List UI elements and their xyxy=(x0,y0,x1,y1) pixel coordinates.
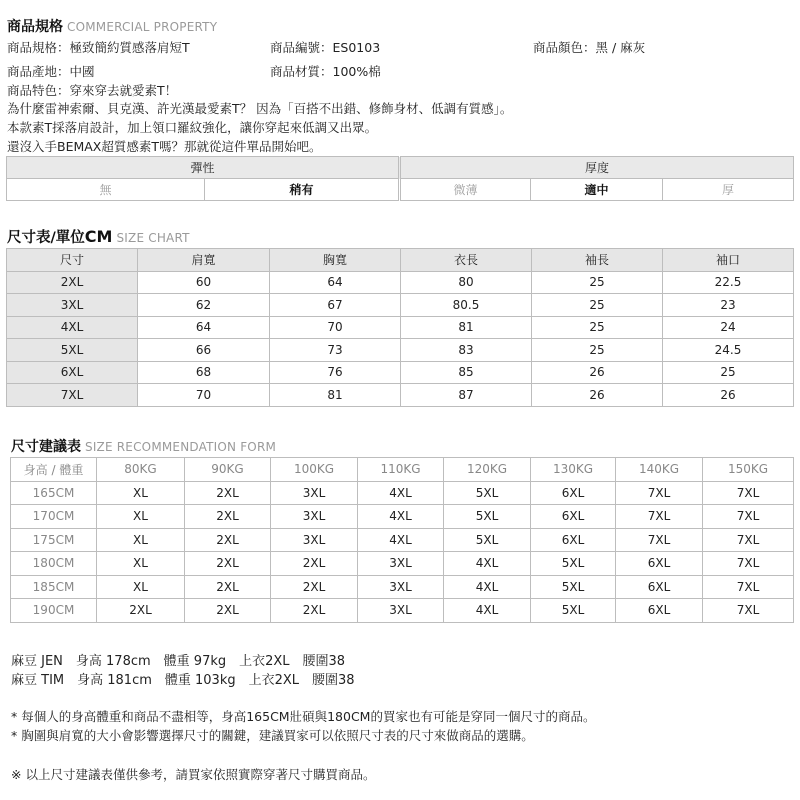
size-recommendation-row-label: 190CM xyxy=(11,599,97,623)
size-chart-row xyxy=(7,316,794,339)
size-chart-cell: 24.5 xyxy=(663,339,794,362)
size-note: * 胸圍與肩寬的大小會影響選擇尺寸的關鍵，建議買家可以依照尺寸表的尺寸來做商品的選購。 xyxy=(11,728,534,743)
size-recommendation-cell: XL xyxy=(97,505,185,529)
model-info: 麻豆 JEN 身高 178cm 體重 97kg 上衣2XL 腰圍38 xyxy=(11,654,346,669)
size-recommendation-row-label: 185CM xyxy=(11,575,97,599)
size-recommendation-cell: 2XL xyxy=(185,575,271,599)
size-chart-cell: 26 xyxy=(532,361,663,384)
size-recommendation-cell: 4XL xyxy=(444,575,531,599)
property-section-title xyxy=(7,16,217,36)
size-recommendation-cell: 6XL xyxy=(531,528,616,552)
size-chart-cell: 64 xyxy=(138,316,270,339)
product-spec: 商品規格：極致簡約質感落肩短T xyxy=(7,40,190,55)
size-chart-cell: 25 xyxy=(532,294,663,317)
size-recommendation-cell: 5XL xyxy=(531,599,616,623)
size-chart-row-label: 2XL xyxy=(7,271,138,294)
size-recommendation-cell: 3XL xyxy=(358,599,444,623)
attribute-value-row xyxy=(7,179,794,201)
property-title-en: COMMERCIAL PROPERTY xyxy=(67,20,218,34)
size-recommendation-column-header: 150KG xyxy=(703,458,794,482)
size-recommendation-cell: 6XL xyxy=(616,575,703,599)
size-recommendation-row xyxy=(11,552,794,576)
elasticity-label: 彈性 xyxy=(7,157,399,179)
size-recommendation-cell: 2XL xyxy=(271,552,358,576)
size-chart-row-label: 3XL xyxy=(7,294,138,317)
size-chart-cell: 25 xyxy=(532,271,663,294)
size-recommendation-cell: 4XL xyxy=(444,599,531,623)
size-recommendation-cell: 7XL xyxy=(616,528,703,552)
size-recommendation-cell: 7XL xyxy=(703,552,794,576)
size-recommendation-cell: 5XL xyxy=(444,505,531,529)
size-recommendation-cell: 7XL xyxy=(703,481,794,505)
size-recommendation-cell: 2XL xyxy=(271,599,358,623)
size-chart-cell: 25 xyxy=(663,361,794,384)
size-recommendation-cell: 2XL xyxy=(185,505,271,529)
attribute-header-row xyxy=(7,157,794,179)
feature-line: 本款素T採落肩設計，加上領口羅紋強化，讓你穿起來低調又出眾。 xyxy=(7,120,378,135)
size-chart-cell: 25 xyxy=(532,339,663,362)
size-chart-cell: 22.5 xyxy=(663,271,794,294)
size-chart-cell: 76 xyxy=(270,361,401,384)
feature-line: 還沒入手BEMAX超質感素T嗎？那就從這件單品開始吧。 xyxy=(7,139,322,154)
size-chart-column-header: 袖長 xyxy=(532,249,663,272)
size-recommendation-cell: 5XL xyxy=(444,481,531,505)
size-recommendation-cell: 7XL xyxy=(703,575,794,599)
feature-line: 為什麼雷神索爾、貝克漢、許光漢最愛素T？ 因為「百搭不出錯、修飾身材、低調有質感」。 xyxy=(7,101,513,116)
size-recommendation-cell: 5XL xyxy=(444,528,531,552)
size-recommendation-column-header: 140KG xyxy=(616,458,703,482)
size-chart-cell: 26 xyxy=(663,384,794,407)
size-chart-row-label: 4XL xyxy=(7,316,138,339)
size-chart-row-label: 7XL xyxy=(7,384,138,407)
size-recommendation-title xyxy=(11,436,276,456)
size-chart-column-header: 尺寸 xyxy=(7,249,138,272)
model-info: 麻豆 TIM 身高 181cm 體重 103kg 上衣2XL 腰圍38 xyxy=(11,673,355,688)
size-recommendation-cell: 2XL xyxy=(185,552,271,576)
size-chart-table xyxy=(6,248,794,407)
size-chart-cell: 26 xyxy=(532,384,663,407)
size-chart-column-header: 袖口 xyxy=(663,249,794,272)
thickness-option-selected: 適中 xyxy=(531,179,663,201)
size-recommendation-cell: 3XL xyxy=(358,552,444,576)
thickness-label: 厚度 xyxy=(401,157,794,179)
size-chart-cell: 62 xyxy=(138,294,270,317)
size-chart-cell: 83 xyxy=(401,339,532,362)
size-recommendation-cell: 2XL xyxy=(185,481,271,505)
attribute-table xyxy=(6,156,794,201)
size-recommendation-cell: 7XL xyxy=(703,599,794,623)
product-code: 商品編號：ES0103 xyxy=(270,40,381,55)
size-chart-cell: 60 xyxy=(138,271,270,294)
size-recommendation-column-header: 身高 / 體重 xyxy=(11,458,97,482)
thickness-option: 厚 xyxy=(663,179,794,201)
size-chart-column-header: 胸寬 xyxy=(270,249,401,272)
size-chart-title-en: SIZE CHART xyxy=(116,231,190,245)
size-chart-cell: 81 xyxy=(270,384,401,407)
size-chart-cell: 67 xyxy=(270,294,401,317)
size-recommendation-column-header: 110KG xyxy=(358,458,444,482)
size-recommendation-row xyxy=(11,528,794,552)
size-chart-row xyxy=(7,361,794,384)
size-recommendation-row xyxy=(11,481,794,505)
size-chart-cell: 23 xyxy=(663,294,794,317)
thickness-option: 微薄 xyxy=(401,179,531,201)
size-chart-cell: 87 xyxy=(401,384,532,407)
size-recommendation-cell: XL xyxy=(97,528,185,552)
size-chart-unit: CM xyxy=(84,227,113,246)
size-recommendation-title-en: SIZE RECOMMENDATION FORM xyxy=(85,440,277,454)
size-recommendation-row-label: 180CM xyxy=(11,552,97,576)
size-recommendation-cell: XL xyxy=(97,575,185,599)
size-chart-title xyxy=(7,226,190,247)
size-chart-cell: 70 xyxy=(270,316,401,339)
size-recommendation-cell: 3XL xyxy=(271,528,358,552)
size-recommendation-cell: 4XL xyxy=(444,552,531,576)
size-chart-column-header: 肩寬 xyxy=(138,249,270,272)
size-recommendation-cell: 2XL xyxy=(185,528,271,552)
size-recommendation-column-header: 100KG xyxy=(271,458,358,482)
size-chart-cell: 64 xyxy=(270,271,401,294)
elasticity-option-selected: 稍有 xyxy=(205,179,399,201)
property-title: 商品規格 xyxy=(7,19,63,35)
size-recommendation-row xyxy=(11,505,794,529)
size-recommendation-column-header: 130KG xyxy=(531,458,616,482)
size-recommendation-cell: 7XL xyxy=(703,505,794,529)
size-recommendation-cell: 3XL xyxy=(271,505,358,529)
size-chart-cell: 70 xyxy=(138,384,270,407)
size-recommendation-cell: 4XL xyxy=(358,481,444,505)
product-material: 商品材質：100%棉 xyxy=(270,64,381,79)
size-recommendation-cell: 3XL xyxy=(271,481,358,505)
size-note: * 每個人的身高體重和商品不盡相等，身高165CM壯碩與180CM的買家也有可能是穿同一個尺寸的商品。 xyxy=(11,709,596,724)
size-chart-cell: 25 xyxy=(532,316,663,339)
size-chart-row xyxy=(7,384,794,407)
size-chart-row xyxy=(7,339,794,362)
disclaimer: ※ 以上尺寸建議表僅供參考，請買家依照實際穿著尺寸購買商品。 xyxy=(11,767,376,782)
size-recommendation-cell: 5XL xyxy=(531,575,616,599)
size-chart-cell: 80 xyxy=(401,271,532,294)
size-recommendation-header-row xyxy=(11,458,794,482)
size-recommendation-cell: XL xyxy=(97,552,185,576)
size-recommendation-cell: 7XL xyxy=(616,505,703,529)
size-recommendation-cell: 4XL xyxy=(358,528,444,552)
size-recommendation-cell: 4XL xyxy=(358,505,444,529)
size-recommendation-cell: 6XL xyxy=(531,505,616,529)
size-recommendation-cell: 2XL xyxy=(271,575,358,599)
size-recommendation-cell: 6XL xyxy=(616,599,703,623)
size-chart-row xyxy=(7,294,794,317)
size-recommendation-cell: 6XL xyxy=(616,552,703,576)
size-recommendation-row-label: 165CM xyxy=(11,481,97,505)
size-chart-cell: 68 xyxy=(138,361,270,384)
size-chart-cell: 24 xyxy=(663,316,794,339)
size-recommendation-cell: 7XL xyxy=(703,528,794,552)
elasticity-option: 無 xyxy=(7,179,205,201)
size-recommendation-cell: 3XL xyxy=(358,575,444,599)
size-chart-cell: 81 xyxy=(401,316,532,339)
size-recommendation-cell: XL xyxy=(97,481,185,505)
size-chart-row-label: 6XL xyxy=(7,361,138,384)
size-chart-row-label: 5XL xyxy=(7,339,138,362)
size-chart-row xyxy=(7,271,794,294)
size-chart-cell: 66 xyxy=(138,339,270,362)
size-recommendation-column-header: 120KG xyxy=(444,458,531,482)
size-recommendation-row xyxy=(11,599,794,623)
size-chart-title-text: 尺寸表/單位 xyxy=(7,230,85,246)
size-chart-cell: 80.5 xyxy=(401,294,532,317)
size-recommendation-title-text: 尺寸建議表 xyxy=(11,439,81,455)
size-recommendation-cell: 5XL xyxy=(531,552,616,576)
size-recommendation-cell: 2XL xyxy=(185,599,271,623)
size-recommendation-column-header: 90KG xyxy=(185,458,271,482)
size-chart-cell: 73 xyxy=(270,339,401,362)
size-recommendation-row-label: 175CM xyxy=(11,528,97,552)
size-recommendation-column-header: 80KG xyxy=(97,458,185,482)
size-recommendation-cell: 7XL xyxy=(616,481,703,505)
size-chart-column-header: 衣長 xyxy=(401,249,532,272)
size-recommendation-cell: 6XL xyxy=(531,481,616,505)
size-chart-header-row xyxy=(7,249,794,272)
size-recommendation-row-label: 170CM xyxy=(11,505,97,529)
product-origin: 商品產地：中國 xyxy=(7,64,95,79)
size-chart-cell: 85 xyxy=(401,361,532,384)
feature-line: 商品特色：穿來穿去就愛素T！ xyxy=(7,83,178,98)
size-recommendation-table xyxy=(10,457,794,623)
size-recommendation-cell: 2XL xyxy=(97,599,185,623)
size-recommendation-row xyxy=(11,575,794,599)
product-color: 商品顏色：黑 / 麻灰 xyxy=(533,40,646,55)
